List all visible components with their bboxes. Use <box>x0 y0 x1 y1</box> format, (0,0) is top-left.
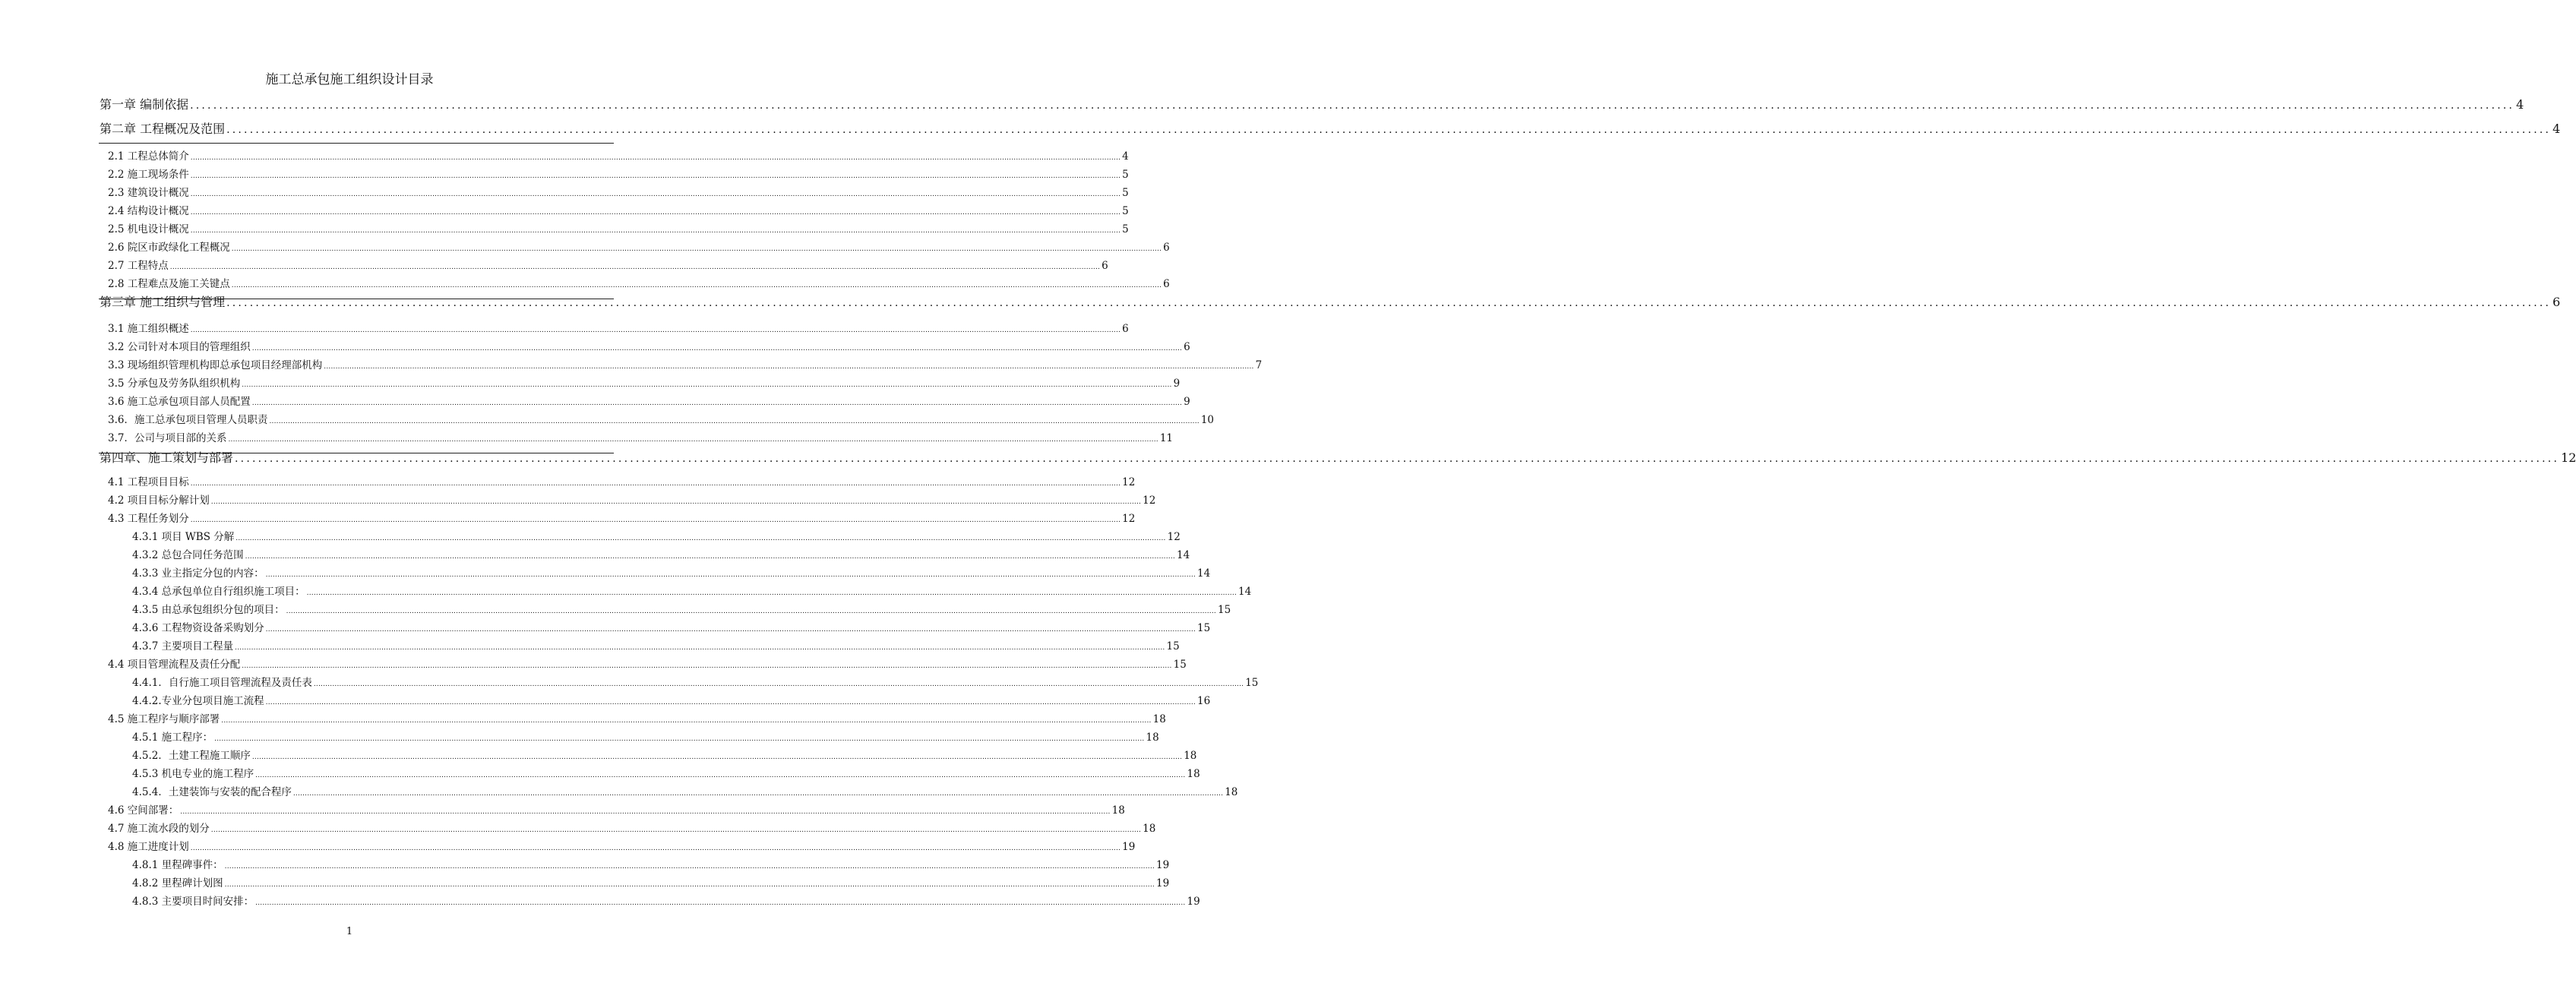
toc-dot-leader: ................................................................................................................................................................................................................................................................................................................................................................................................................ <box>242 662 1172 670</box>
toc-dot-leader: ................................................................................................................................................................................................................................................................................................................................................................................................................ <box>228 436 1158 444</box>
toc-dot-leader: ................................................................................................................................................................................................................................................................................................................................................................................................................ <box>231 282 1162 289</box>
toc-entry-page: 19 <box>1122 841 1136 853</box>
toc-entry-page: 6 <box>2552 295 2561 309</box>
toc-entry-title: 2.4 结构设计概况 <box>108 205 189 217</box>
toc-dot-leader: ................................................................................................................................................................................................................................................................................................................................................................................................................ <box>210 826 1142 834</box>
toc-dot-leader: ................................................................................................................................................................................................................................................................................................................................................................................................................ <box>224 881 1155 889</box>
toc-entry-page: 7 <box>1255 359 1263 371</box>
toc-entry-page: 6 <box>1102 260 1108 272</box>
toc-entry-title: 4.3.3 业主指定分包的内容： <box>132 567 264 580</box>
toc-entry[interactable] <box>132 674 1259 689</box>
toc-dot-leader: ................................................................................................................................................................................................................................................................................................................................................................................................................ <box>235 644 1165 652</box>
toc-dot-leader: ................................................................................................................................................................................................................................................................................................................................................................................................................ <box>190 154 1121 162</box>
toc-entry[interactable] <box>132 783 1238 798</box>
toc-entry-page: 14 <box>1177 549 1190 561</box>
toc-dot-leader: ................................................................................................................................................................................................................................................................................................................................................................................................................ <box>265 699 1196 706</box>
toc-entry-page: 5 <box>1122 223 1129 235</box>
toc-entry-title: 4.4.2.专业分包项目施工流程 <box>132 695 264 707</box>
toc-entry-page: 9 <box>1184 396 1190 408</box>
page-number: 1 <box>346 926 353 937</box>
toc-entry-title: 3.2 公司针对本项目的管理组织 <box>108 341 251 353</box>
toc-dot-leader: ................................................................................................................................................................................................................................................................................................................................................................................................................ <box>190 100 2515 112</box>
toc-entry-title: 4.3.2 总包合同任务范围 <box>132 549 244 561</box>
toc-entry-title: 4.4.1．自行施工项目管理流程及责任表 <box>132 677 312 689</box>
toc-dot-leader: ................................................................................................................................................................................................................................................................................................................................................................................................................ <box>226 297 2552 309</box>
toc-entry[interactable] <box>132 874 1170 889</box>
toc-entry-title: 3.7．公司与项目部的关系 <box>108 432 227 444</box>
toc-entry-title: 3.6 施工总承包项目部人员配置 <box>108 396 251 408</box>
toc-entry-title: 4.5 施工程序与顺序部署 <box>108 713 220 725</box>
toc-entry-page: 14 <box>1238 586 1252 598</box>
toc-entry-page: 18 <box>1184 750 1197 762</box>
toc-dot-leader: ................................................................................................................................................................................................................................................................................................................................................................................................................ <box>221 717 1152 725</box>
toc-entry[interactable] <box>132 765 1200 780</box>
toc-dot-leader: ................................................................................................................................................................................................................................................................................................................................................................................................................ <box>190 517 1121 524</box>
toc-entry[interactable] <box>100 448 2576 465</box>
toc-entry-page: 6 <box>1163 278 1170 290</box>
toc-entry-title: 3.3 现场组织管理机构即总承包项目经理部机构 <box>108 359 323 371</box>
toc-entry[interactable] <box>108 820 1156 835</box>
toc-entry[interactable] <box>132 692 1211 707</box>
toc-dot-leader: ................................................................................................................................................................................................................................................................................................................................................................................................................ <box>251 400 1183 407</box>
toc-entry[interactable] <box>108 147 1129 163</box>
toc-dot-leader: ................................................................................................................................................................................................................................................................................................................................................................................................................ <box>190 191 1121 198</box>
toc-entry[interactable] <box>132 619 1211 634</box>
toc-entry-title: 3.5 分承包及劳务队组织机构 <box>108 378 241 390</box>
toc-entry-page: 9 <box>1173 378 1181 390</box>
toc-entry[interactable] <box>108 801 1125 817</box>
toc-dot-leader: ................................................................................................................................................................................................................................................................................................................................................................................................................ <box>224 863 1155 871</box>
toc-entry[interactable] <box>108 473 1136 488</box>
toc-entry[interactable] <box>108 166 1129 181</box>
toc-entry-title: 4.1 工程项目目标 <box>108 476 189 488</box>
toc-entry-page: 12 <box>1167 531 1181 543</box>
toc-dot-leader: ................................................................................................................................................................................................................................................................................................................................................................................................................ <box>324 363 1254 371</box>
toc-dot-leader: ................................................................................................................................................................................................................................................................................................................................................................................................................ <box>269 418 1199 425</box>
toc-entry-page: 18 <box>1187 768 1200 780</box>
toc-dot-leader: ................................................................................................................................................................................................................................................................................................................................................................................................................ <box>265 626 1196 634</box>
toc-entry[interactable] <box>132 528 1181 543</box>
toc-entry-page: 15 <box>1166 640 1180 652</box>
toc-entry-title: 4.3.6 工程物资设备采购划分 <box>132 622 264 634</box>
toc-entry[interactable] <box>132 583 1252 598</box>
toc-entry[interactable] <box>132 728 1159 744</box>
toc-entry[interactable] <box>132 893 1200 908</box>
toc-entry-title: 4.3.5 由总承包组织分包的项目： <box>132 604 285 616</box>
toc-dot-leader: ................................................................................................................................................................................................................................................................................................................................................................................................................ <box>226 124 2552 136</box>
toc-entry-title: 2.8 工程难点及施工关键点 <box>108 278 230 290</box>
toc-dot-leader: ................................................................................................................................................................................................................................................................................................................................................................................................................ <box>265 571 1196 579</box>
toc-dot-leader: ................................................................................................................................................................................................................................................................................................................................................................................................................ <box>251 754 1183 761</box>
toc-entry-title: 4.8.3 主要项目时间安排： <box>132 896 254 908</box>
toc-entry[interactable] <box>108 184 1129 199</box>
toc-entry-title: 4.8 施工进度计划 <box>108 841 189 853</box>
toc-entry[interactable] <box>132 546 1190 561</box>
page-title: 施工总承包施工组织设计目录 <box>265 72 434 87</box>
toc-entry-page: 6 <box>1122 323 1129 335</box>
toc-entry[interactable] <box>100 119 2561 136</box>
toc-dot-leader: ................................................................................................................................................................................................................................................................................................................................................................................................................ <box>255 772 1186 779</box>
toc-dot-leader: ................................................................................................................................................................................................................................................................................................................................................................................................................ <box>251 345 1183 352</box>
toc-entry[interactable] <box>132 601 1231 616</box>
toc-entry-page: 10 <box>1200 414 1215 426</box>
toc-entry-title: 第二章 工程概况及范围 <box>100 122 226 136</box>
toc-dot-leader: ................................................................................................................................................................................................................................................................................................................................................................................................................ <box>245 553 1175 561</box>
toc-entry-page: 18 <box>1146 731 1159 744</box>
toc-entry-page: 14 <box>1197 567 1211 580</box>
toc-entry[interactable] <box>108 393 1190 408</box>
toc-entry[interactable] <box>108 374 1181 390</box>
toc-entry-page: 12 <box>2561 450 2576 465</box>
toc-entry-title: 4.5.4．土建装饰与安装的配合程序 <box>132 786 292 798</box>
toc-entry-page: 18 <box>1143 823 1156 835</box>
toc-entry[interactable] <box>108 710 1166 725</box>
toc-dot-leader: ................................................................................................................................................................................................................................................................................................................................................................................................................ <box>286 608 1216 615</box>
toc-entry-title: 2.7 工程特点 <box>108 260 169 272</box>
toc-dot-leader: ................................................................................................................................................................................................................................................................................................................................................................................................................ <box>214 735 1145 743</box>
toc-entry-page: 11 <box>1159 432 1174 444</box>
toc-entry-page: 16 <box>1197 695 1211 707</box>
toc-entry-page: 6 <box>1163 242 1170 254</box>
toc-entry-page: 5 <box>1122 187 1129 199</box>
toc-entry-title: 4.5.1 施工程序： <box>132 731 213 744</box>
toc-dot-leader: ................................................................................................................................................................................................................................................................................................................................................................................................................ <box>235 453 2560 465</box>
toc-dot-leader: ................................................................................................................................................................................................................................................................................................................................................................................................................ <box>255 899 1186 907</box>
toc-entry-title: 2.1 工程总体简介 <box>108 150 189 163</box>
toc-entry[interactable] <box>132 747 1197 762</box>
toc-dot-leader: ................................................................................................................................................................................................................................................................................................................................................................................................................ <box>210 498 1142 506</box>
toc-entry-title: 4.8.1 里程碑事件： <box>132 859 223 871</box>
toc-entry[interactable] <box>108 838 1136 853</box>
toc-entry-page: 6 <box>1184 341 1190 353</box>
toc-entry-page: 12 <box>1122 476 1136 488</box>
toc-entry-title: 4.3 工程任务划分 <box>108 513 189 525</box>
toc-entry-page: 12 <box>1122 513 1136 525</box>
toc-entry-title: 4.2 项目目标分解计划 <box>108 494 210 507</box>
toc-entry[interactable] <box>100 292 2561 309</box>
toc-dot-leader: ................................................................................................................................................................................................................................................................................................................................................................................................................ <box>242 381 1172 389</box>
toc-entry-page: 4 <box>2552 122 2561 136</box>
toc-entry[interactable] <box>108 411 1215 426</box>
toc-entry-page: 15 <box>1197 622 1211 634</box>
toc-entry[interactable] <box>132 564 1211 580</box>
toc-entry-title: 3.6．施工总承包项目管理人员职责 <box>108 414 268 426</box>
toc-entry-page: 12 <box>1143 494 1156 507</box>
toc-entry[interactable] <box>108 491 1156 507</box>
toc-entry-page: 19 <box>1156 877 1170 889</box>
toc-entry[interactable] <box>108 356 1263 371</box>
toc-entry-title: 2.3 建筑设计概况 <box>108 187 189 199</box>
toc-entry[interactable] <box>108 338 1190 353</box>
toc-entry[interactable] <box>108 257 1108 272</box>
toc-dot-leader: ................................................................................................................................................................................................................................................................................................................................................................................................................ <box>169 264 1101 271</box>
toc-entry-title: 4.5.3 机电专业的施工程序 <box>132 768 254 780</box>
toc-entry[interactable] <box>108 510 1136 525</box>
toc-dot-leader: ................................................................................................................................................................................................................................................................................................................................................................................................................ <box>292 790 1224 798</box>
toc-entry-title: 4.3.1 项目 WBS 分解 <box>132 531 235 543</box>
toc-entry[interactable] <box>132 856 1170 871</box>
toc-entry-title: 2.5 机电设计概况 <box>108 223 189 235</box>
toc-entry-title: 4.3.4 总承包单位自行组织施工项目： <box>132 586 305 598</box>
toc-entry-page: 15 <box>1218 604 1231 616</box>
toc-entry-page: 15 <box>1245 677 1259 689</box>
toc-entry[interactable] <box>108 239 1170 254</box>
toc-entry-title: 2.2 施工现场条件 <box>108 169 189 181</box>
toc-entry-title: 2.6 院区市政绿化工程概况 <box>108 242 230 254</box>
toc-dot-leader: ................................................................................................................................................................................................................................................................................................................................................................................................................ <box>190 327 1121 334</box>
section-rule <box>99 143 614 144</box>
toc-entry-page: 18 <box>1225 786 1238 798</box>
toc-entry-title: 第一章 编制依据 <box>100 97 189 112</box>
toc-entry-title: 4.7 施工流水段的划分 <box>108 823 210 835</box>
toc-dot-leader: ................................................................................................................................................................................................................................................................................................................................................................................................................ <box>235 535 1166 542</box>
toc-entry[interactable] <box>108 202 1129 217</box>
toc-dot-leader: ................................................................................................................................................................................................................................................................................................................................................................................................................ <box>190 227 1121 235</box>
toc-entry[interactable] <box>108 220 1129 235</box>
toc-entry-page: 18 <box>1111 804 1125 817</box>
toc-entry-title: 4.5.2．土建工程施工顺序 <box>132 750 251 762</box>
toc-dot-leader: ................................................................................................................................................................................................................................................................................................................................................................................................................ <box>190 209 1121 216</box>
toc-entry-title: 第三章 施工组织与管理 <box>100 295 226 309</box>
toc-entry-title: 第四章、施工策划与部署 <box>100 450 234 465</box>
toc-entry-page: 18 <box>1152 713 1166 725</box>
toc-dot-leader: ................................................................................................................................................................................................................................................................................................................................................................................................................ <box>190 480 1121 488</box>
toc-entry-page: 15 <box>1173 659 1187 671</box>
toc-entry-page: 4 <box>1122 150 1129 163</box>
toc-entry[interactable] <box>108 320 1129 335</box>
toc-dot-leader: ................................................................................................................................................................................................................................................................................................................................................................................................................ <box>190 845 1121 852</box>
toc-entry-title: 4.3.7 主要项目工程量 <box>132 640 234 652</box>
toc-dot-leader: ................................................................................................................................................................................................................................................................................................................................................................................................................ <box>313 681 1244 688</box>
toc-dot-leader: ................................................................................................................................................................................................................................................................................................................................................................................................................ <box>231 245 1162 253</box>
toc-entry-page: 5 <box>1122 205 1129 217</box>
toc-entry-title: 4.4 项目管理流程及责任分配 <box>108 659 241 671</box>
toc-entry[interactable] <box>108 275 1170 290</box>
toc-dot-leader: ................................................................................................................................................................................................................................................................................................................................................................................................................ <box>190 172 1121 180</box>
toc-entry-title: 4.6 空间部署： <box>108 804 179 817</box>
toc-entry[interactable] <box>108 656 1187 671</box>
toc-entry[interactable] <box>100 95 2524 112</box>
toc-entry-title: 3.1 施工组织概述 <box>108 323 189 335</box>
toc-entry-page: 19 <box>1156 859 1170 871</box>
toc-entry-page: 19 <box>1187 896 1200 908</box>
toc-entry[interactable] <box>108 429 1174 444</box>
toc-entry-page: 5 <box>1122 169 1129 181</box>
toc-entry-title: 4.8.2 里程碑计划图 <box>132 877 223 889</box>
toc-dot-leader: ................................................................................................................................................................................................................................................................................................................................................................................................................ <box>306 589 1237 597</box>
toc-entry[interactable] <box>132 637 1180 652</box>
toc-entry-page: 4 <box>2516 97 2524 112</box>
toc-dot-leader: ................................................................................................................................................................................................................................................................................................................................................................................................................ <box>180 808 1111 816</box>
